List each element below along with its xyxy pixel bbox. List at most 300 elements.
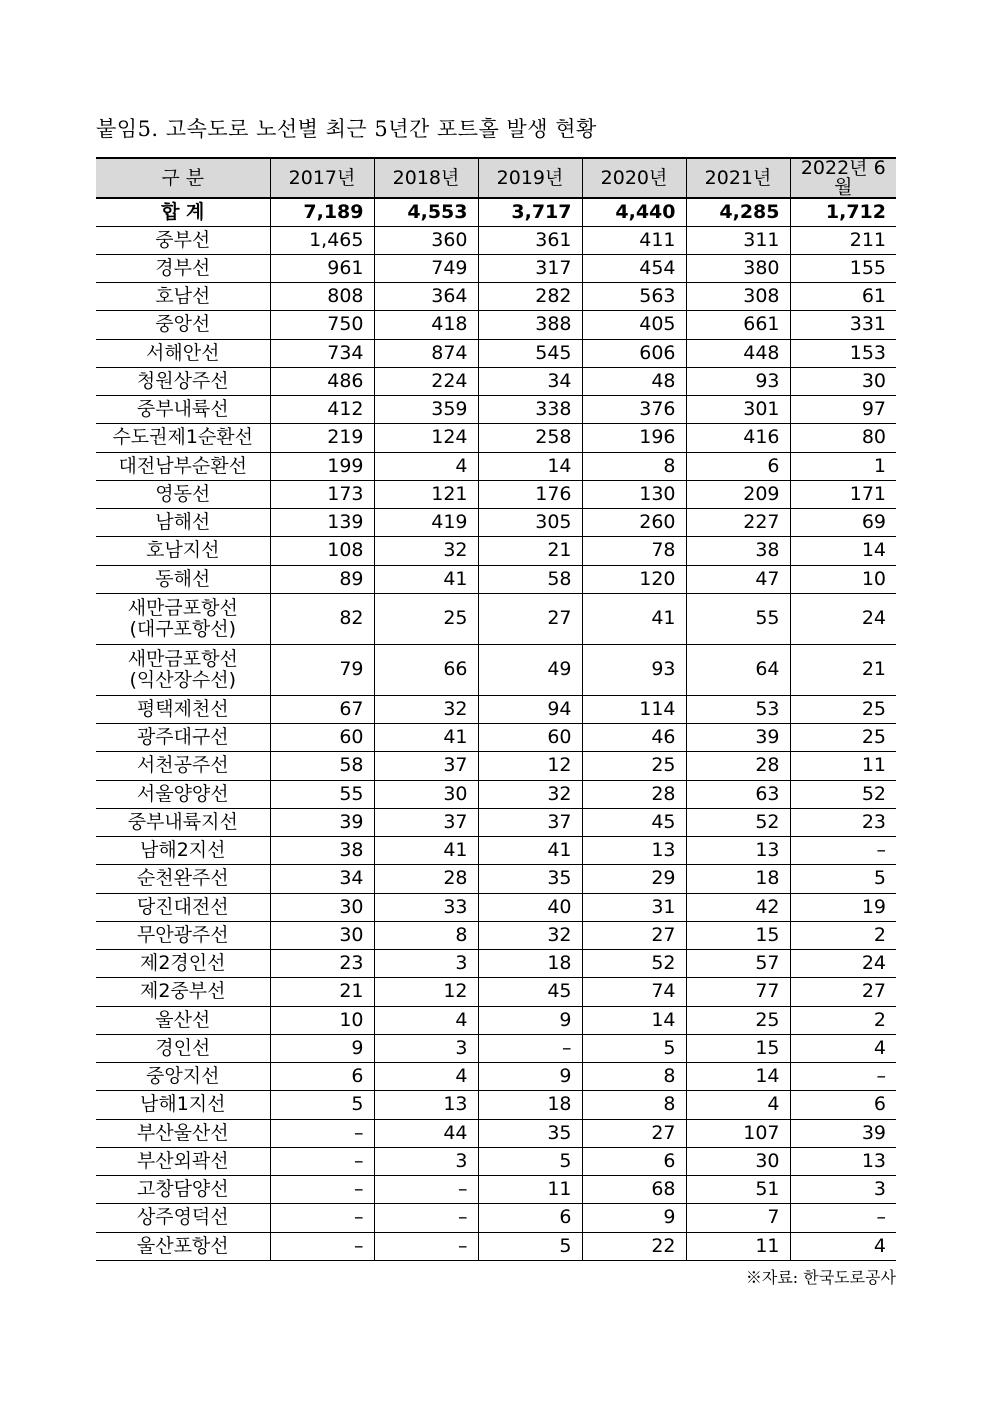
table-row — [96, 424, 896, 452]
value-cell: 21 — [270, 978, 374, 1006]
route-name — [96, 808, 270, 836]
table-row — [96, 226, 896, 254]
value-cell: 60 — [270, 724, 374, 752]
header-2022-june: 2022년 6월 — [790, 158, 896, 198]
value-cell: 376 — [582, 396, 686, 424]
value-cell: – — [270, 1232, 374, 1260]
route-name-text: 남해선 — [155, 511, 211, 534]
value-cell: 2 — [790, 1006, 896, 1034]
value-cell: 37 — [374, 808, 478, 836]
value-cell: 25 — [686, 1006, 790, 1034]
value-cell: 35 — [478, 865, 582, 893]
route-name-text: 중앙선 — [155, 313, 211, 336]
value-cell: 46 — [582, 724, 686, 752]
value-cell: 107 — [686, 1119, 790, 1147]
route-name — [96, 565, 270, 593]
route-name-text: 울산선 — [155, 1008, 211, 1031]
value-cell: 93 — [686, 367, 790, 395]
table-row — [96, 695, 896, 723]
route-name-text: 호남지선 — [146, 539, 220, 562]
value-cell: 55 — [686, 593, 790, 644]
table-row — [96, 1204, 896, 1232]
value-cell: 317 — [478, 254, 582, 282]
route-name — [96, 865, 270, 893]
route-name — [96, 950, 270, 978]
header-2020: 2020년 — [582, 158, 686, 198]
value-cell: 4 — [374, 452, 478, 480]
table-row — [96, 780, 896, 808]
value-cell: – — [270, 1176, 374, 1204]
value-cell: 14 — [686, 1063, 790, 1091]
route-name — [96, 339, 270, 367]
route-name-text: 무안광주선 — [136, 923, 229, 946]
value-cell: 3 — [374, 1147, 478, 1175]
value-cell: 15 — [686, 1034, 790, 1062]
value-cell: 211 — [790, 226, 896, 254]
route-name — [96, 254, 270, 282]
value-cell: 364 — [374, 283, 478, 311]
table-row — [96, 593, 896, 644]
value-cell: 486 — [270, 367, 374, 395]
value-cell: 305 — [478, 509, 582, 537]
value-cell: 41 — [374, 565, 478, 593]
table-row — [96, 339, 896, 367]
route-name-text: 대전남부순환선 — [118, 454, 247, 477]
pothole-table — [96, 157, 896, 1261]
value-cell: 2 — [790, 921, 896, 949]
route-name-text: 남해1지선 — [139, 1093, 226, 1116]
value-cell: 114 — [582, 695, 686, 723]
value-cell: 388 — [478, 311, 582, 339]
value-cell: 749 — [374, 254, 478, 282]
value-cell: 124 — [374, 424, 478, 452]
value-cell: 34 — [478, 367, 582, 395]
total-cell: 3,717 — [478, 198, 582, 226]
value-cell: 3 — [790, 1176, 896, 1204]
value-cell: 39 — [686, 724, 790, 752]
table-row — [96, 644, 896, 695]
value-cell: 5 — [478, 1147, 582, 1175]
value-cell: 6 — [270, 1063, 374, 1091]
route-name — [96, 695, 270, 723]
table-row — [96, 480, 896, 508]
value-cell: 48 — [582, 367, 686, 395]
value-cell: 66 — [374, 644, 478, 695]
table-row — [96, 724, 896, 752]
total-cell: 7,189 — [270, 198, 374, 226]
value-cell: 606 — [582, 339, 686, 367]
value-cell: 311 — [686, 226, 790, 254]
value-cell: 260 — [582, 509, 686, 537]
route-name — [96, 509, 270, 537]
value-cell: 3 — [374, 1034, 478, 1062]
route-name-text: 서울양양선 — [136, 782, 229, 805]
value-cell: 67 — [270, 695, 374, 723]
value-cell: 18 — [478, 1091, 582, 1119]
header-2021: 2021년 — [686, 158, 790, 198]
value-cell: 41 — [374, 724, 478, 752]
table-row — [96, 1063, 896, 1091]
table-row — [96, 808, 896, 836]
value-cell: 94 — [478, 695, 582, 723]
value-cell: 416 — [686, 424, 790, 452]
value-cell: 49 — [478, 644, 582, 695]
value-cell: 4 — [374, 1006, 478, 1034]
value-cell: 411 — [582, 226, 686, 254]
route-name-text: 상주영덕선 — [136, 1206, 229, 1229]
value-cell: 734 — [270, 339, 374, 367]
table-row — [96, 865, 896, 893]
value-cell: 4 — [374, 1063, 478, 1091]
route-name — [96, 1204, 270, 1232]
document-title: 붙임5. 고속도로 노선별 최근 5년간 포트홀 발생 현황 — [96, 117, 597, 141]
table-row — [96, 452, 896, 480]
table-row — [96, 283, 896, 311]
value-cell: 13 — [374, 1091, 478, 1119]
route-name-text: 수도권제1순환선 — [112, 426, 254, 449]
route-name — [96, 367, 270, 395]
value-cell: 52 — [790, 780, 896, 808]
route-name-text: 서천공주선 — [136, 754, 229, 777]
route-name — [96, 1232, 270, 1260]
value-cell: 27 — [582, 1119, 686, 1147]
table-row — [96, 950, 896, 978]
route-name — [96, 1006, 270, 1034]
value-cell: 5 — [582, 1034, 686, 1062]
route-name-text: 중부내륙선 — [136, 398, 229, 421]
total-row — [96, 198, 896, 226]
route-name-text: 울산포항선 — [136, 1234, 229, 1257]
header-row — [96, 158, 896, 198]
value-cell: 28 — [582, 780, 686, 808]
value-cell: 12 — [478, 752, 582, 780]
value-cell: 57 — [686, 950, 790, 978]
value-cell: 25 — [790, 724, 896, 752]
value-cell: 405 — [582, 311, 686, 339]
value-cell: 39 — [270, 808, 374, 836]
value-cell: 53 — [686, 695, 790, 723]
value-cell: 419 — [374, 509, 478, 537]
value-cell: 219 — [270, 424, 374, 452]
value-cell: 28 — [374, 865, 478, 893]
table-row — [96, 1091, 896, 1119]
value-cell: 563 — [582, 283, 686, 311]
value-cell: 130 — [582, 480, 686, 508]
value-cell: 171 — [790, 480, 896, 508]
value-cell: 6 — [478, 1204, 582, 1232]
value-cell: 120 — [582, 565, 686, 593]
value-cell: 11 — [790, 752, 896, 780]
route-name-text: 순천완주선 — [136, 867, 229, 890]
header-2019: 2019년 — [478, 158, 582, 198]
value-cell: 52 — [582, 950, 686, 978]
value-cell: 7 — [686, 1204, 790, 1232]
value-cell: 51 — [686, 1176, 790, 1204]
route-name — [96, 893, 270, 921]
value-cell: 27 — [790, 978, 896, 1006]
table-row — [96, 509, 896, 537]
value-cell: – — [270, 1147, 374, 1175]
route-name — [96, 921, 270, 949]
value-cell: 25 — [790, 695, 896, 723]
route-name-text: 동해선 — [155, 567, 211, 590]
value-cell: 52 — [686, 808, 790, 836]
value-cell: 5 — [270, 1091, 374, 1119]
value-cell: 6 — [790, 1091, 896, 1119]
value-cell: 199 — [270, 452, 374, 480]
value-cell: 4 — [790, 1034, 896, 1062]
route-name — [96, 283, 270, 311]
value-cell: 153 — [790, 339, 896, 367]
value-cell: 40 — [478, 893, 582, 921]
value-cell: 1,465 — [270, 226, 374, 254]
value-cell: 5 — [478, 1232, 582, 1260]
route-name-text: 남해2지선 — [139, 839, 226, 862]
value-cell: 661 — [686, 311, 790, 339]
value-cell: 209 — [686, 480, 790, 508]
value-cell: 41 — [582, 593, 686, 644]
total-label: 합 계 — [96, 198, 270, 226]
route-name-text: 경부선 — [155, 256, 211, 279]
table-row — [96, 311, 896, 339]
value-cell: 89 — [270, 565, 374, 593]
route-name — [96, 1147, 270, 1175]
table-row — [96, 1006, 896, 1034]
header-category: 구 분 — [96, 158, 270, 198]
table-row — [96, 921, 896, 949]
route-name-text: 부산외곽선 — [136, 1149, 229, 1172]
value-cell: 27 — [478, 593, 582, 644]
value-cell: 25 — [374, 593, 478, 644]
route-name — [96, 644, 270, 695]
table-row — [96, 537, 896, 565]
route-name — [96, 424, 270, 452]
value-cell: 8 — [374, 921, 478, 949]
value-cell: 61 — [790, 283, 896, 311]
value-cell: – — [270, 1119, 374, 1147]
value-cell: 30 — [270, 921, 374, 949]
value-cell: 21 — [790, 644, 896, 695]
value-cell: 258 — [478, 424, 582, 452]
value-cell: 19 — [790, 893, 896, 921]
value-cell: 37 — [478, 808, 582, 836]
value-cell: 380 — [686, 254, 790, 282]
value-cell: 14 — [582, 1006, 686, 1034]
value-cell: 224 — [374, 367, 478, 395]
route-name-text: 영동선 — [155, 482, 211, 505]
value-cell: 308 — [686, 283, 790, 311]
total-cell: 1,712 — [790, 198, 896, 226]
route-name — [96, 724, 270, 752]
value-cell: – — [790, 1063, 896, 1091]
value-cell: 69 — [790, 509, 896, 537]
table-row — [96, 367, 896, 395]
value-cell: 173 — [270, 480, 374, 508]
value-cell: 11 — [478, 1176, 582, 1204]
route-name-text: 평택제천선 — [136, 697, 229, 720]
route-subname-text: (대구포항선) — [129, 617, 237, 640]
value-cell: – — [374, 1204, 478, 1232]
value-cell: – — [790, 837, 896, 865]
route-name — [96, 226, 270, 254]
table-row — [96, 254, 896, 282]
value-cell: 44 — [374, 1119, 478, 1147]
value-cell: – — [374, 1176, 478, 1204]
value-cell: 45 — [478, 978, 582, 1006]
route-name-text: 제2경인선 — [139, 952, 226, 975]
value-cell: 454 — [582, 254, 686, 282]
value-cell: 18 — [478, 950, 582, 978]
route-name-text: 청원상주선 — [136, 369, 229, 392]
value-cell: 108 — [270, 537, 374, 565]
value-cell: 282 — [478, 283, 582, 311]
value-cell: 874 — [374, 339, 478, 367]
value-cell: 34 — [270, 865, 374, 893]
value-cell: 9 — [270, 1034, 374, 1062]
route-name-text: 호남선 — [155, 285, 211, 308]
value-cell: 808 — [270, 283, 374, 311]
value-cell: 121 — [374, 480, 478, 508]
table-row — [96, 837, 896, 865]
value-cell: 545 — [478, 339, 582, 367]
route-name — [96, 1063, 270, 1091]
value-cell: 139 — [270, 509, 374, 537]
value-cell: 27 — [582, 921, 686, 949]
value-cell: 14 — [790, 537, 896, 565]
value-cell: 8 — [582, 1063, 686, 1091]
value-cell: 39 — [790, 1119, 896, 1147]
value-cell: 13 — [790, 1147, 896, 1175]
value-cell: 331 — [790, 311, 896, 339]
value-cell: 41 — [374, 837, 478, 865]
value-cell: 176 — [478, 480, 582, 508]
value-cell: 13 — [686, 837, 790, 865]
value-cell: 33 — [374, 893, 478, 921]
value-cell: 32 — [374, 537, 478, 565]
route-name-text: 중부선 — [155, 228, 211, 251]
value-cell: 32 — [374, 695, 478, 723]
value-cell: 79 — [270, 644, 374, 695]
value-cell: 8 — [582, 452, 686, 480]
value-cell: 31 — [582, 893, 686, 921]
route-name — [96, 311, 270, 339]
value-cell: 8 — [582, 1091, 686, 1119]
value-cell: 37 — [374, 752, 478, 780]
value-cell: 361 — [478, 226, 582, 254]
value-cell: 21 — [478, 537, 582, 565]
value-cell: 24 — [790, 950, 896, 978]
table-row — [96, 752, 896, 780]
value-cell: – — [270, 1204, 374, 1232]
value-cell: 97 — [790, 396, 896, 424]
value-cell: 3 — [374, 950, 478, 978]
route-name-text: 서해안선 — [146, 341, 220, 364]
table-row — [96, 893, 896, 921]
value-cell: 93 — [582, 644, 686, 695]
value-cell: 58 — [270, 752, 374, 780]
route-name — [96, 1034, 270, 1062]
value-cell: 10 — [270, 1006, 374, 1034]
value-cell: 1 — [790, 452, 896, 480]
value-cell: – — [790, 1204, 896, 1232]
value-cell: 80 — [790, 424, 896, 452]
route-name — [96, 837, 270, 865]
value-cell: 24 — [790, 593, 896, 644]
header-2017: 2017년 — [270, 158, 374, 198]
route-name-text: 중앙지선 — [146, 1065, 220, 1088]
value-cell: – — [374, 1232, 478, 1260]
value-cell: 30 — [374, 780, 478, 808]
route-name — [96, 752, 270, 780]
value-cell: 14 — [478, 452, 582, 480]
value-cell: 6 — [686, 452, 790, 480]
header-2018: 2018년 — [374, 158, 478, 198]
value-cell: 63 — [686, 780, 790, 808]
value-cell: 359 — [374, 396, 478, 424]
value-cell: 41 — [478, 837, 582, 865]
value-cell: 4 — [790, 1232, 896, 1260]
value-cell: 12 — [374, 978, 478, 1006]
value-cell: 55 — [270, 780, 374, 808]
value-cell: 38 — [270, 837, 374, 865]
value-cell: 58 — [478, 565, 582, 593]
value-cell: 18 — [686, 865, 790, 893]
value-cell: 448 — [686, 339, 790, 367]
value-cell: 60 — [478, 724, 582, 752]
value-cell: 25 — [582, 752, 686, 780]
table-row — [96, 1119, 896, 1147]
value-cell: 68 — [582, 1176, 686, 1204]
value-cell: 961 — [270, 254, 374, 282]
value-cell: 38 — [686, 537, 790, 565]
table-row — [96, 396, 896, 424]
route-name-text: 광주대구선 — [136, 726, 229, 749]
value-cell: 10 — [790, 565, 896, 593]
value-cell: 418 — [374, 311, 478, 339]
table-row — [96, 1176, 896, 1204]
route-name-text: 새만금포항선 — [127, 596, 238, 619]
table-row — [96, 978, 896, 1006]
route-name — [96, 452, 270, 480]
value-cell: 35 — [478, 1119, 582, 1147]
value-cell: 29 — [582, 865, 686, 893]
route-name — [96, 480, 270, 508]
value-cell: 4 — [686, 1091, 790, 1119]
value-cell: 45 — [582, 808, 686, 836]
total-cell: 4,285 — [686, 198, 790, 226]
route-name-text: 새만금포항선 — [127, 647, 238, 670]
value-cell: 23 — [270, 950, 374, 978]
value-cell: 13 — [582, 837, 686, 865]
value-cell: 30 — [270, 893, 374, 921]
route-name-text: 경인선 — [155, 1036, 211, 1059]
route-name — [96, 1119, 270, 1147]
route-name — [96, 537, 270, 565]
value-cell: 412 — [270, 396, 374, 424]
route-name — [96, 1176, 270, 1204]
table-row — [96, 1147, 896, 1175]
route-name — [96, 593, 270, 644]
source-note: ※자료: 한국도로공사 — [745, 1268, 896, 1287]
route-name-text: 제2중부선 — [139, 980, 226, 1003]
value-cell: 338 — [478, 396, 582, 424]
value-cell: 28 — [686, 752, 790, 780]
value-cell: 9 — [478, 1063, 582, 1091]
route-name-text: 당진대전선 — [136, 895, 229, 918]
value-cell: 78 — [582, 537, 686, 565]
value-cell: 9 — [582, 1204, 686, 1232]
value-cell: 30 — [790, 367, 896, 395]
